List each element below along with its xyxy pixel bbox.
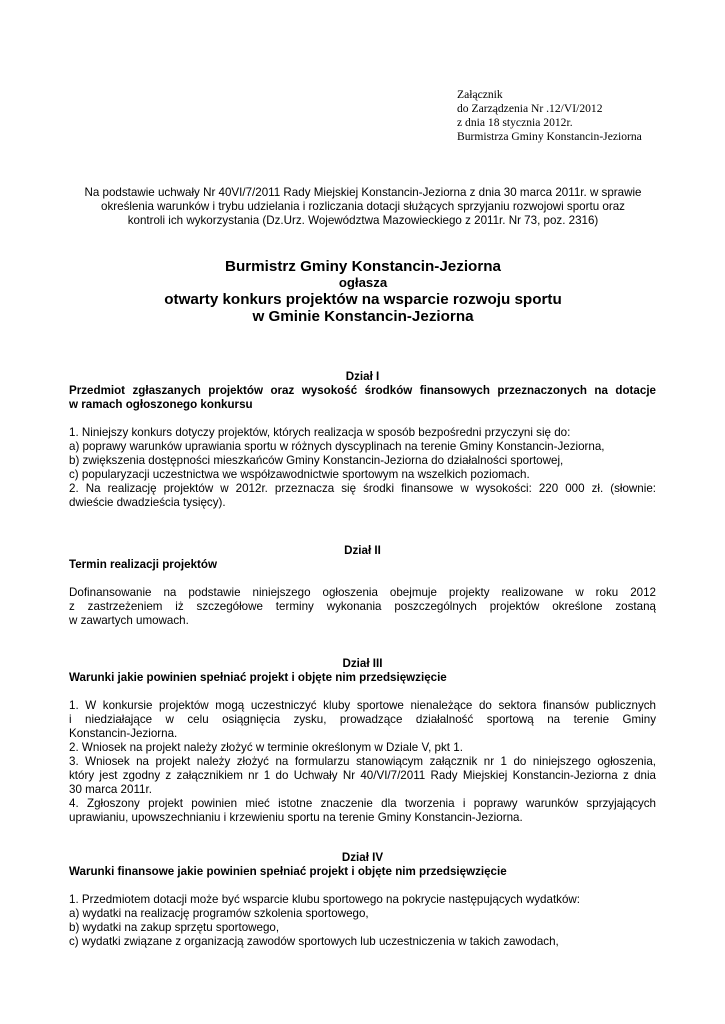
preamble-line: Na podstawie uchwały Nr 40VI/7/2011 Rady Miejskiej Konstancin-Jeziorna z dnia 30 marca 2011r. w sprawie xyxy=(84,186,642,199)
paragraph-line: 2. Wniosek na projekt należy złożyć w terminie określonym w Dziale V, pkt 1. xyxy=(69,741,463,754)
title-line: otwarty konkurs projektów na wsparcie rozwoju sportu xyxy=(164,291,562,308)
section-heading: Dział III xyxy=(342,657,383,670)
paragraph-line: b) wydatki na zakup sprzętu sportowego, xyxy=(69,921,280,934)
paragraph-line: dwieście dwadzieścia tysięcy). xyxy=(69,496,226,509)
annex-line: do Zarządzenia Nr .12/VI/2012 xyxy=(457,102,603,115)
paragraph-line: 1. Niniejszy konkurs dotyczy projektów, których realizacja w sposób bezpośredni przyczyni się do: xyxy=(69,426,571,439)
title-line: ogłasza xyxy=(338,275,388,290)
section-title: Warunki jakie powinien spełniać projekt i objęte nim przedsięwzięcie xyxy=(69,671,447,684)
paragraph-line: 1. W konkursie projektów mogą uczestniczyć kluby sportowe nienależące do sektora finansów publicznych xyxy=(69,699,656,712)
title-line: Burmistrz Gminy Konstancin-Jeziorna xyxy=(225,258,501,275)
paragraph-line: z zastrzeżeniem iż szczegółowe terminy wykonania poszczególnych projektów określone zostaną xyxy=(69,600,656,613)
annex-line: z dnia 18 stycznia 2012r. xyxy=(457,116,573,129)
section-4 xyxy=(69,851,656,949)
paragraph-line: i niedziałające w celu osiągnięcia zysku, prowadzące działalność sportową na terenie Gminy xyxy=(69,713,656,726)
section-heading: Dział I xyxy=(345,370,380,383)
preamble-line: określenia warunków i trybu udzielania i rozliczania dotacji służących sprzyjaniu rozwojowi sportu oraz xyxy=(101,200,625,213)
section-2 xyxy=(69,544,656,628)
section-title: Przedmiot zgłaszanych projektów oraz wysokość środków finansowych przeznaczonych na dotacje xyxy=(69,384,656,397)
section-title: Warunki finansowe jakie powinien spełniać projekt i objęte nim przedsięwzięcie xyxy=(69,865,507,878)
paragraph-line: b) zwiększenia dostępności mieszkańców Gminy Konstancin-Jeziorna do działalności sportowej, xyxy=(69,454,564,467)
paragraph-line: 3. Wniosek na projekt należy złożyć na formularzu stanowiącym załącznik nr 1 do niniejszego ogłoszenia, xyxy=(69,755,656,768)
section-title: Termin realizacji projektów xyxy=(69,558,217,571)
title-line: w Gminie Konstancin-Jeziorna xyxy=(252,308,474,325)
paragraph-line: a) poprawy warunków uprawiania sportu w różnych dyscyplinach na terenie Gminy Konstancin-Jeziorna, xyxy=(69,440,605,453)
section-3 xyxy=(69,657,656,825)
paragraph-line: w zawartych umowach. xyxy=(69,614,189,627)
annex-line: Burmistrza Gminy Konstancin-Jeziorna xyxy=(457,130,642,143)
section-1 xyxy=(69,370,656,510)
paragraph-line: 30 marca 2011r. xyxy=(69,783,152,796)
paragraph-line: który jest zgodny z załącznikiem nr 1 do Uchwały Nr 40/VI/7/2011 Rady Miejskiej Konstancin-Jeziorna z dnia xyxy=(69,769,656,782)
paragraph-line: 4. Zgłoszony projekt powinien mieć istotne znaczenie dla tworzenia i poprawy warunków sprzyjających xyxy=(69,797,656,810)
paragraph-line: 2. Na realizację projektów w 2012r. przeznacza się środki finansowe w wysokości: 220 000 zł. (słownie: xyxy=(69,482,656,495)
section-title: w ramach ogłoszonego konkursu xyxy=(69,398,253,411)
section-heading: Dział II xyxy=(344,544,381,557)
annex-header xyxy=(457,88,642,144)
paragraph-line: c) wydatki związane z organizacją zawodów sportowych lub uczestniczenia w takich zawodach, xyxy=(69,935,559,948)
section-heading: Dział IV xyxy=(341,851,384,864)
paragraph-line: uprawianiu, upowszechnianiu i krzewieniu sportu na terenie Gminy Konstancin-Jeziorna. xyxy=(69,811,523,824)
paragraph-line: Konstancin-Jeziorna. xyxy=(69,727,178,740)
paragraph-line: Dofinansowanie na podstawie niniejszego ogłoszenia obejmuje projekty realizowane w roku 2012 xyxy=(69,586,656,599)
legal-basis-preamble xyxy=(68,186,658,228)
paragraph-line: 1. Przedmiotem dotacji może być wsparcie klubu sportowego na pokrycie następujących wydatków: xyxy=(69,893,581,906)
paragraph-line: a) wydatki na realizację programów szkolenia sportowego, xyxy=(69,907,369,920)
announcement-title xyxy=(68,258,658,325)
paragraph-line: c) popularyzacji uczestnictwa we współzawodnictwie sportowym na wszelkich poziomach. xyxy=(69,468,530,481)
annex-line: Załącznik xyxy=(457,88,503,101)
preamble-line: kontroli ich wykorzystania (Dz.Urz. Województwa Mazowieckiego z 2011r. Nr 73, poz. 2316) xyxy=(127,214,599,227)
